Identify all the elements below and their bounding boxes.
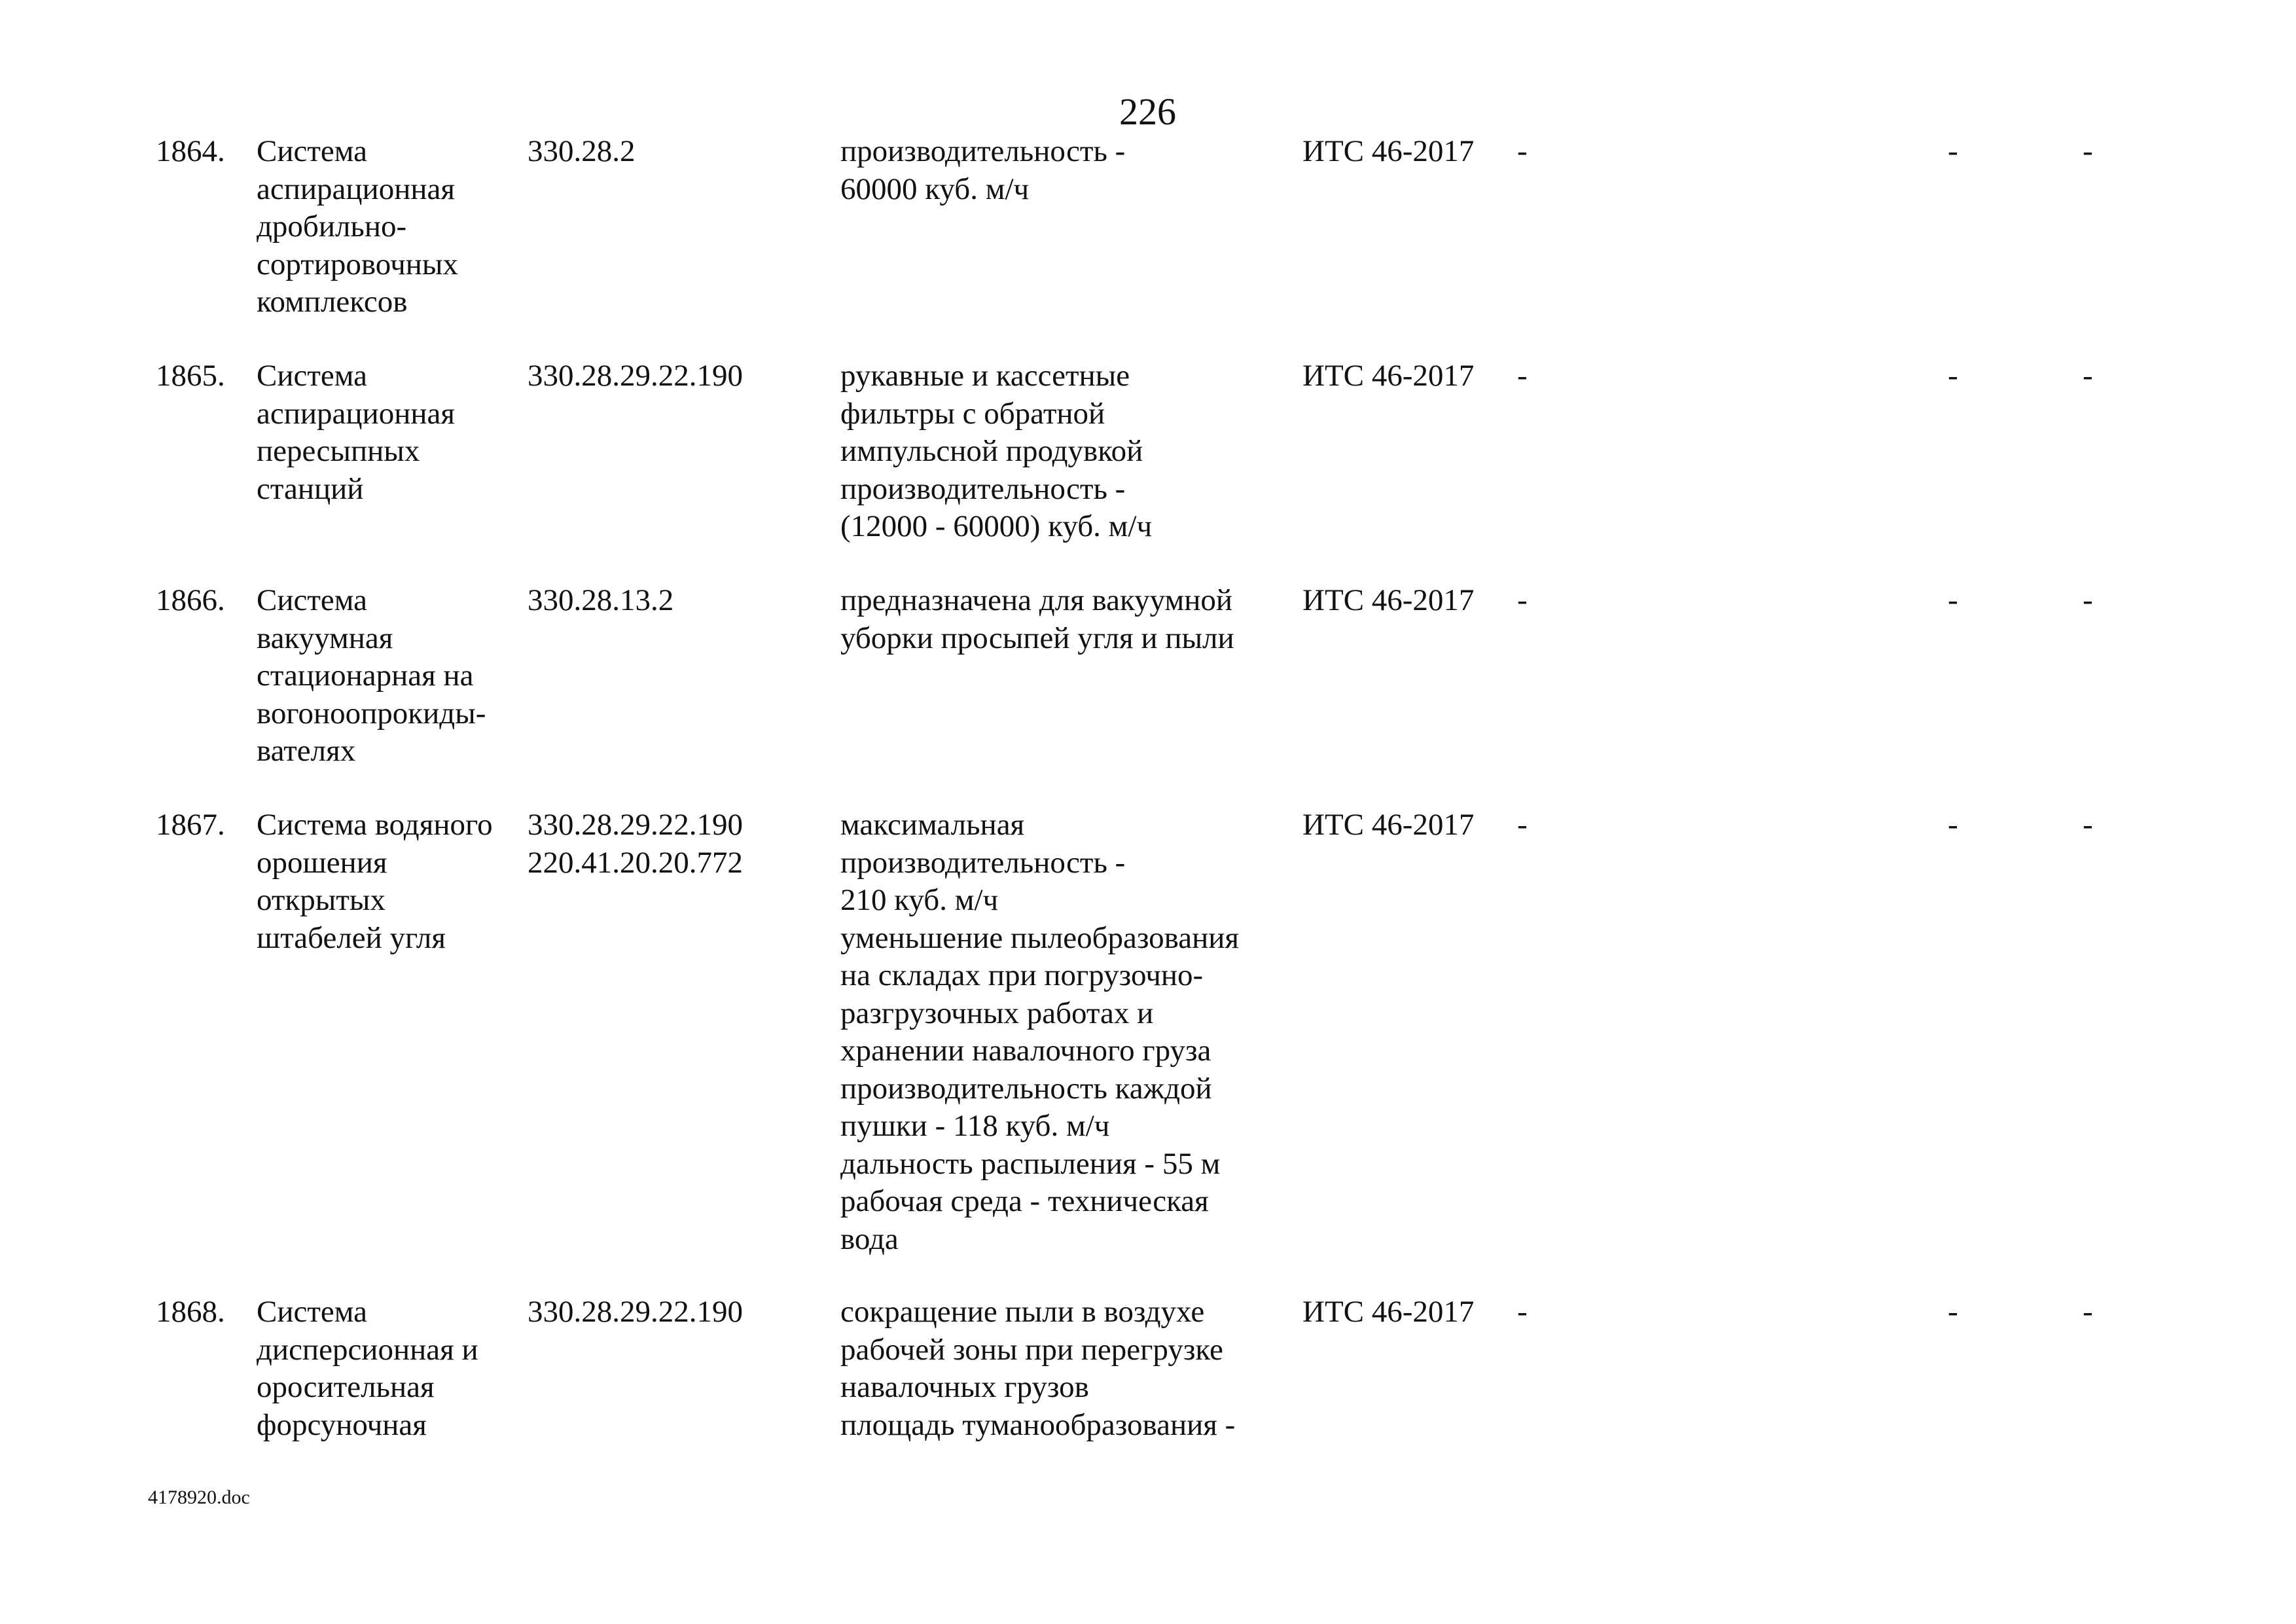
row-number: 1866. xyxy=(156,583,225,617)
row-dash-1: - xyxy=(1517,359,1528,393)
row-dash-3: - xyxy=(2083,359,2093,393)
page-number: 226 xyxy=(1119,90,1176,133)
row-its: ИТС 46-2017 xyxy=(1302,583,1475,617)
row-description: производительность - 60000 куб. м/ч xyxy=(840,134,1126,206)
row-number: 1868. xyxy=(156,1295,225,1329)
row-name: Система водяного орошения открытых штабелей угля xyxy=(257,808,493,955)
row-dash-2: - xyxy=(1948,1295,1958,1329)
row-dash-3: - xyxy=(2083,1295,2093,1329)
row-dash-1: - xyxy=(1517,134,1528,168)
row-dash-1: - xyxy=(1517,808,1528,842)
row-number: 1865. xyxy=(156,359,225,393)
row-dash-3: - xyxy=(2083,583,2093,617)
row-description: рукавные и кассетные фильтры с обратной импульсной продувкой производительность - (12000 - 60000) куб. м/ч xyxy=(840,359,1153,543)
row-its: ИТС 46-2017 xyxy=(1302,134,1475,168)
row-dash-1: - xyxy=(1517,1295,1528,1329)
row-code: 330.28.29.22.190 220.41.20.20.772 xyxy=(528,808,743,880)
row-its: ИТС 46-2017 xyxy=(1302,1295,1475,1329)
row-code: 330.28.2 xyxy=(528,134,636,168)
footer-filename: 4178920.doc xyxy=(148,1487,250,1508)
row-its: ИТС 46-2017 xyxy=(1302,359,1475,393)
row-code: 330.28.13.2 xyxy=(528,583,674,617)
row-name: Система вакуумная стационарная на вогоноопрокиды- вателях xyxy=(257,583,486,768)
row-description: сокращение пыли в воздухе рабочей зоны при перегрузке навалочных грузов площадь туманообразования - xyxy=(840,1295,1236,1442)
row-its: ИТС 46-2017 xyxy=(1302,808,1475,842)
row-dash-2: - xyxy=(1948,808,1958,842)
row-description: максимальная производительность - 210 куб. м/ч уменьшение пылеобразования на складах при погрузочно- разгрузочных работах и хранении навалочного груза производительность каждой пушки - 118 куб. м/ч дальность распыления - 55 м рабочая среда - техническая вода xyxy=(840,808,1240,1256)
row-dash-1: - xyxy=(1517,583,1528,617)
row-dash-2: - xyxy=(1948,359,1958,393)
row-dash-3: - xyxy=(2083,134,2093,168)
row-dash-2: - xyxy=(1948,134,1958,168)
row-dash-3: - xyxy=(2083,808,2093,842)
row-number: 1864. xyxy=(156,134,225,168)
row-dash-2: - xyxy=(1948,583,1958,617)
row-name: Система аспирационная дробильно- сортировочных комплексов xyxy=(257,134,458,319)
row-number: 1867. xyxy=(156,808,225,842)
row-name: Система дисперсионная и оросительная форсуночная xyxy=(257,1295,478,1442)
row-code: 330.28.29.22.190 xyxy=(528,1295,743,1329)
row-name: Система аспирационная пересыпных станций xyxy=(257,359,455,506)
row-code: 330.28.29.22.190 xyxy=(528,359,743,393)
row-description: предназначена для вакуумной уборки просыпей угля и пыли xyxy=(840,583,1234,655)
